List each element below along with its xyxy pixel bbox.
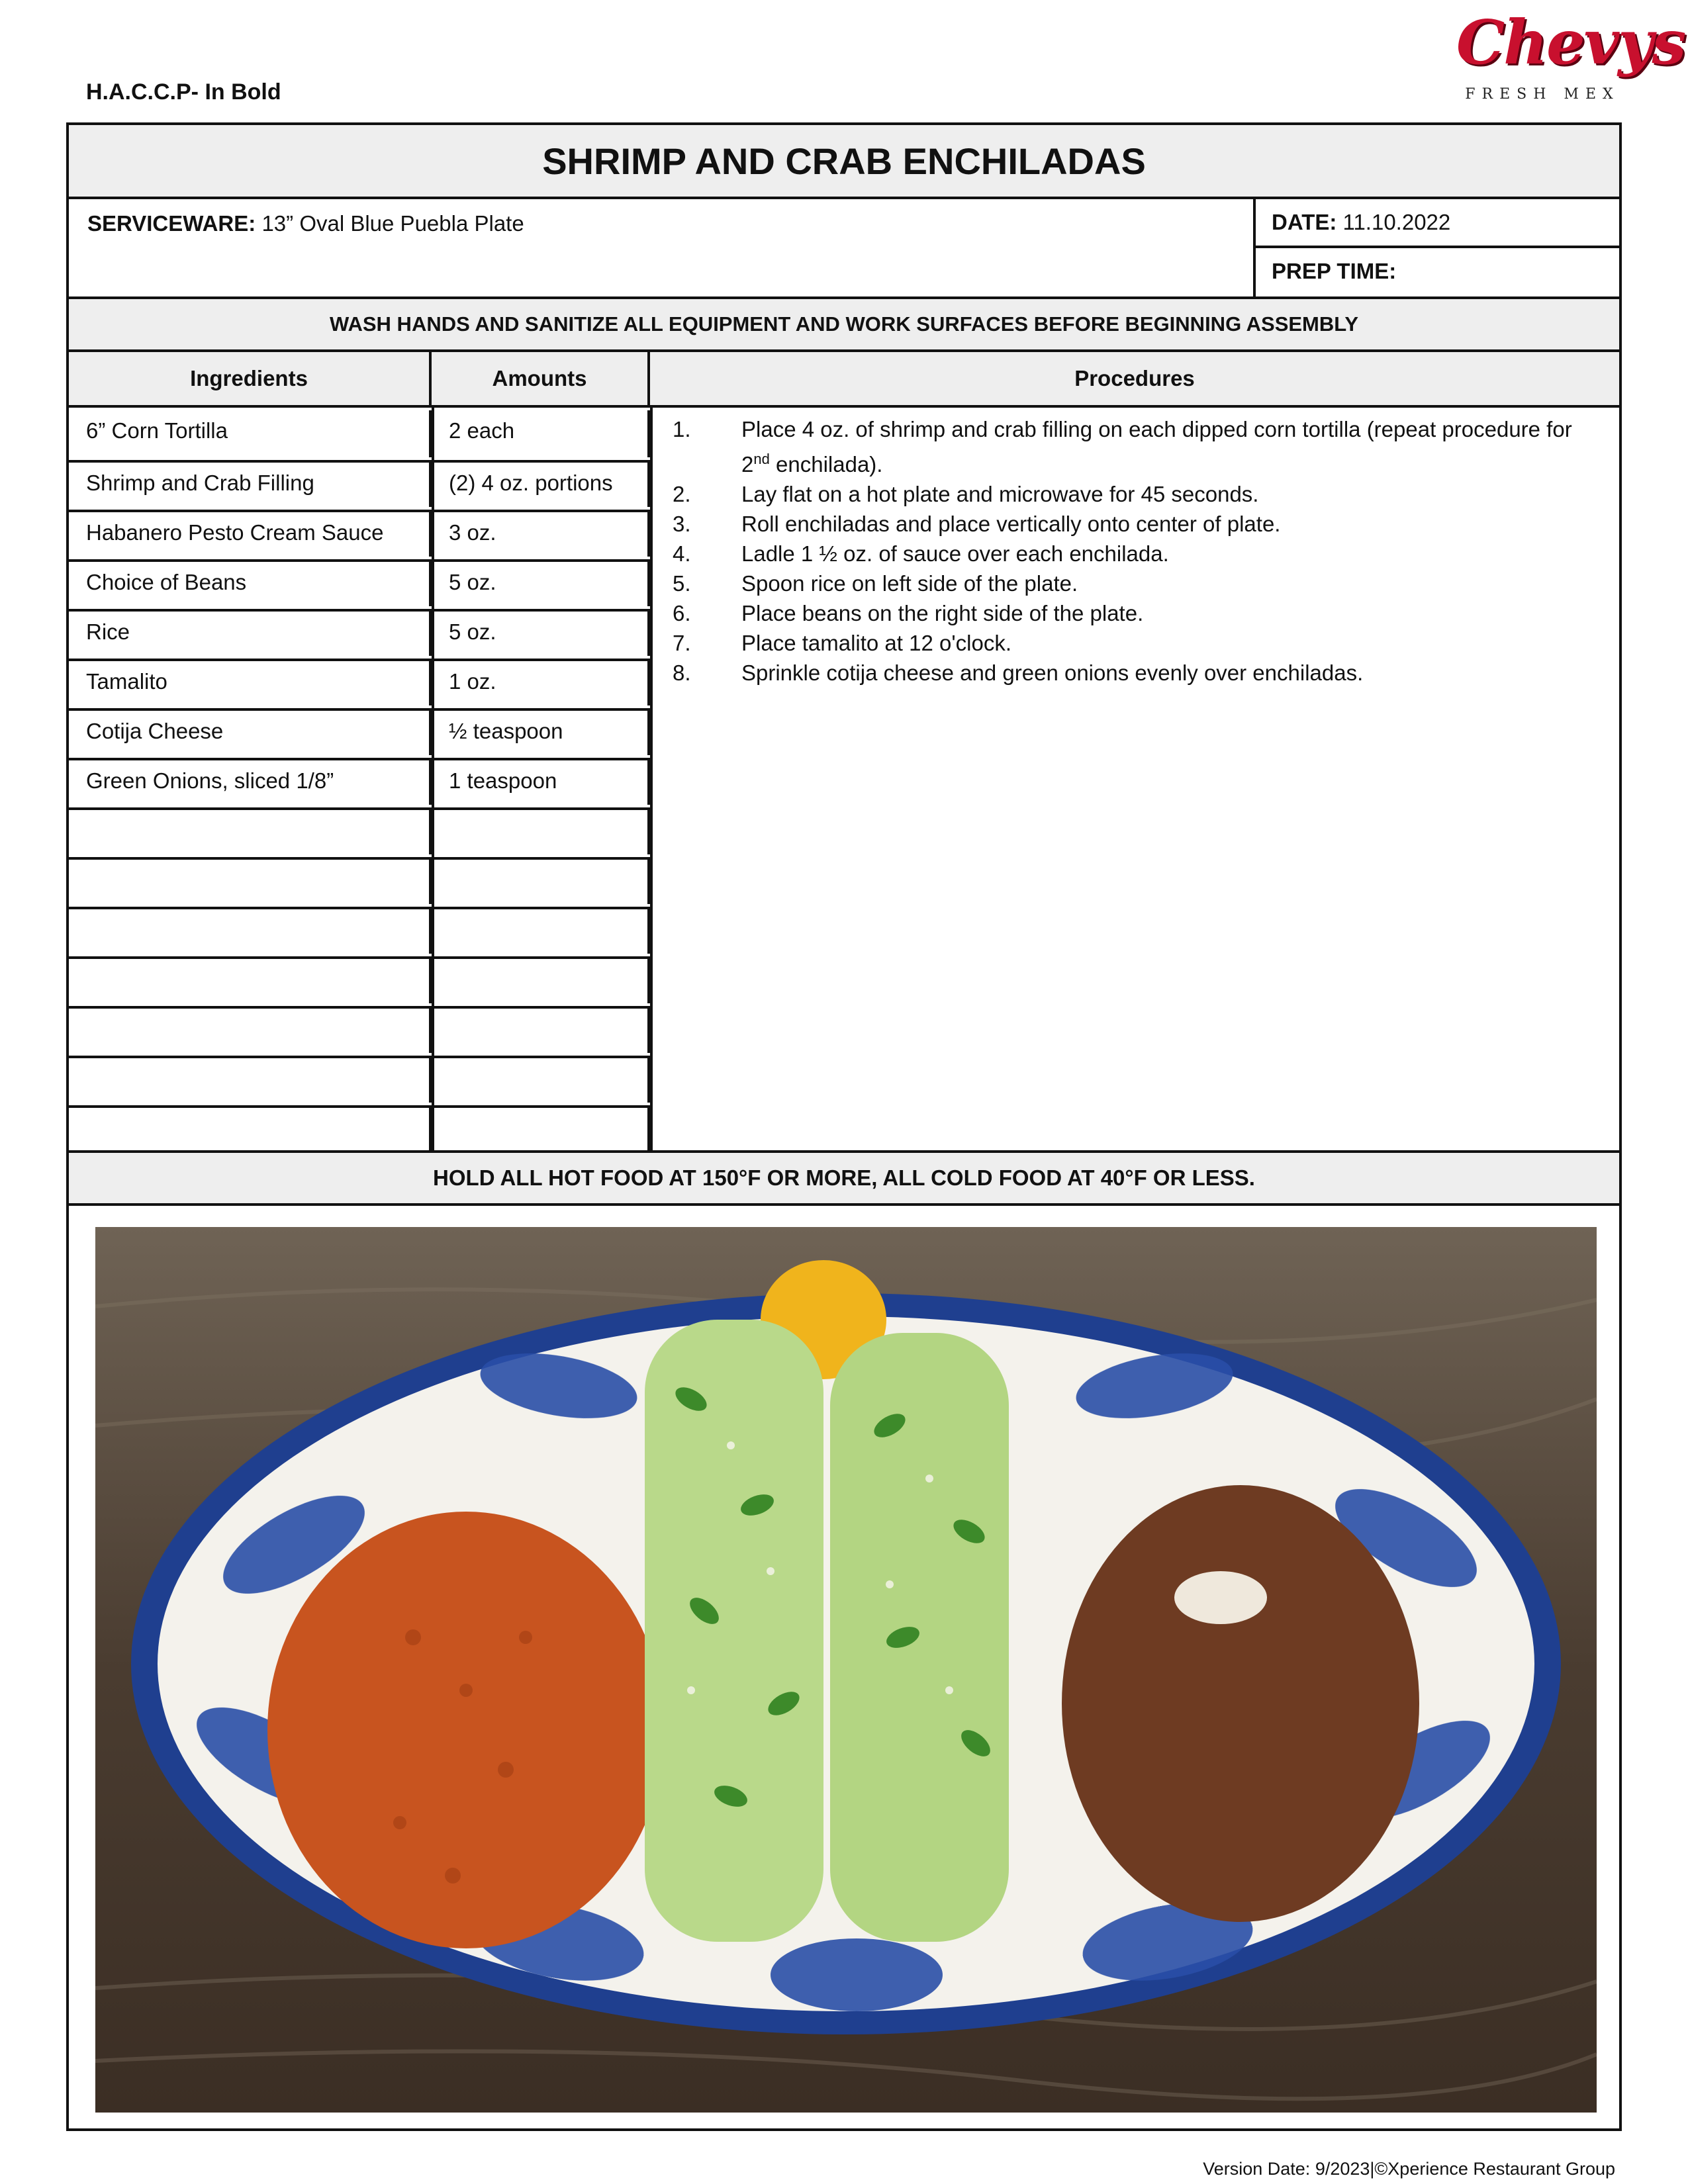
ingredient-amount (432, 907, 650, 954)
title-row (69, 125, 1619, 199)
date-cell (1256, 199, 1619, 248)
plated-dish-photo (95, 1227, 1597, 2113)
ingredient-amount: 3 oz. (432, 510, 650, 557)
step-number: 4. (673, 541, 691, 566)
haccp-note: H.A.C.C.P- In Bold (86, 79, 281, 105)
step-number: 1. (673, 417, 691, 441)
step-text: Lay flat on a hot plate and microwave for 45 seconds. (741, 482, 1259, 506)
step-superscript: nd (753, 451, 770, 467)
ingredient-name: Choice of Beans (69, 559, 432, 606)
logo-wordmark: Chevys (1456, 7, 1685, 78)
ingredient-row (69, 606, 650, 656)
dish-illustration (95, 1227, 1597, 2113)
procedure-step (673, 658, 1593, 688)
serviceware-value: 13” Oval Blue Puebla Plate (261, 211, 524, 236)
ingredient-name: Green Onions, sliced 1/8” (69, 758, 432, 805)
ingredient-name: Cotija Cheese (69, 708, 432, 755)
procedure-step (673, 479, 1593, 509)
ingredient-row (69, 507, 650, 557)
ingredient-name (69, 1105, 432, 1152)
ingredient-name: 6” Corn Tortilla (69, 410, 432, 457)
recipe-title: SHRIMP AND CRAB ENCHILADAS (542, 140, 1146, 182)
ingredient-name: Habanero Pesto Cream Sauce (69, 510, 432, 557)
procedure-step (673, 569, 1593, 598)
procedures-header: Procedures (1074, 366, 1195, 390)
ingredient-name (69, 1006, 432, 1053)
step-number: 8. (673, 660, 691, 685)
procedure-step (673, 414, 1593, 479)
version-footer: Version Date: 9/2023|©Xperience Restaurant Group (1203, 2159, 1615, 2179)
ingredient-amount: (2) 4 oz. portions (432, 460, 650, 507)
step-number: 7. (673, 631, 691, 655)
hold-notice: HOLD ALL HOT FOOD AT 150°F OR MORE, ALL COLD FOOD AT 40°F OR LESS. (69, 1153, 1619, 1206)
ingredient-row (69, 1053, 650, 1103)
serviceware-label: SERVICEWARE: (87, 211, 256, 236)
ingredients-table (69, 408, 650, 1152)
step-text: Roll enchiladas and place vertically onto center of plate. (741, 512, 1281, 536)
ingredient-amount: ½ teaspoon (432, 708, 650, 755)
ingredient-amount: 1 teaspoon (432, 758, 650, 805)
serviceware-row (69, 199, 1619, 299)
procedures-list (653, 408, 1619, 688)
ingredient-row (69, 954, 650, 1003)
procedure-step (673, 509, 1593, 539)
ingredient-amount (432, 956, 650, 1003)
column-divider (432, 408, 434, 1150)
table-header-row (69, 352, 1619, 408)
step-text: Place beans on the right side of the plate. (741, 601, 1144, 625)
ingredient-name: Rice (69, 609, 432, 656)
wash-notice: WASH HANDS AND SANITIZE ALL EQUIPMENT AND WORK SURFACES BEFORE BEGINNING ASSEMBLY (69, 299, 1619, 352)
step-text: Place 4 oz. of shrimp and crab filling on each dipped corn tortilla (repeat procedure for 2 (741, 417, 1572, 477)
ingredient-name (69, 907, 432, 954)
date-value: 11.10.2022 (1342, 210, 1451, 234)
step-text: Spoon rice on left side of the plate. (741, 571, 1078, 596)
ingredient-amount: 1 oz. (432, 659, 650, 705)
ingredient-name: Tamalito (69, 659, 432, 705)
step-number: 2. (673, 482, 691, 506)
ingredient-amount (432, 1105, 650, 1152)
recipe-body (69, 408, 1619, 1153)
step-text-continued: enchilada). (769, 452, 883, 477)
ingredient-row (69, 854, 650, 904)
ingredient-amount (432, 1006, 650, 1053)
ingredient-row (69, 755, 650, 805)
ingredient-row (69, 1003, 650, 1053)
date-label: DATE: (1272, 210, 1337, 234)
ingredient-amount: 2 each (432, 410, 650, 457)
step-text: Ladle 1 ½ oz. of sauce over each enchilada. (741, 541, 1169, 566)
ingredient-name (69, 807, 432, 854)
ingredient-row (69, 904, 650, 954)
ingredient-row (69, 1103, 650, 1152)
prep-time-label: PREP TIME: (1272, 259, 1397, 283)
step-number: 6. (673, 601, 691, 625)
serviceware-cell (69, 199, 1256, 296)
amounts-header: Amounts (432, 352, 650, 405)
procedure-step (673, 628, 1593, 658)
logo-tagline: FRESH MEX (1465, 86, 1620, 103)
date-prep-cells (1256, 199, 1619, 296)
ingredient-amount (432, 857, 650, 904)
ingredient-row (69, 705, 650, 755)
ingredient-name (69, 857, 432, 904)
ingredient-row (69, 557, 650, 606)
ingredient-name (69, 1056, 432, 1103)
ingredient-row (69, 805, 650, 854)
procedure-step (673, 598, 1593, 628)
step-text: Place tamalito at 12 o'clock. (741, 631, 1012, 655)
step-number: 3. (673, 512, 691, 536)
ingredient-row (69, 457, 650, 507)
ingredient-name (69, 956, 432, 1003)
ingredient-amount: 5 oz. (432, 609, 650, 656)
ingredient-row (69, 656, 650, 705)
procedure-step (673, 539, 1593, 569)
ingredients-header: Ingredients (69, 352, 432, 405)
step-number: 5. (673, 571, 691, 596)
ingredient-amount: 5 oz. (432, 559, 650, 606)
ingredient-name: Shrimp and Crab Filling (69, 460, 432, 507)
recipe-card (66, 122, 1622, 2131)
chevys-logo (1456, 7, 1685, 113)
step-text: Sprinkle cotija cheese and green onions evenly over enchiladas. (741, 660, 1364, 685)
ingredient-amount (432, 1056, 650, 1103)
ingredient-amount (432, 807, 650, 854)
ingredient-row (69, 408, 650, 457)
